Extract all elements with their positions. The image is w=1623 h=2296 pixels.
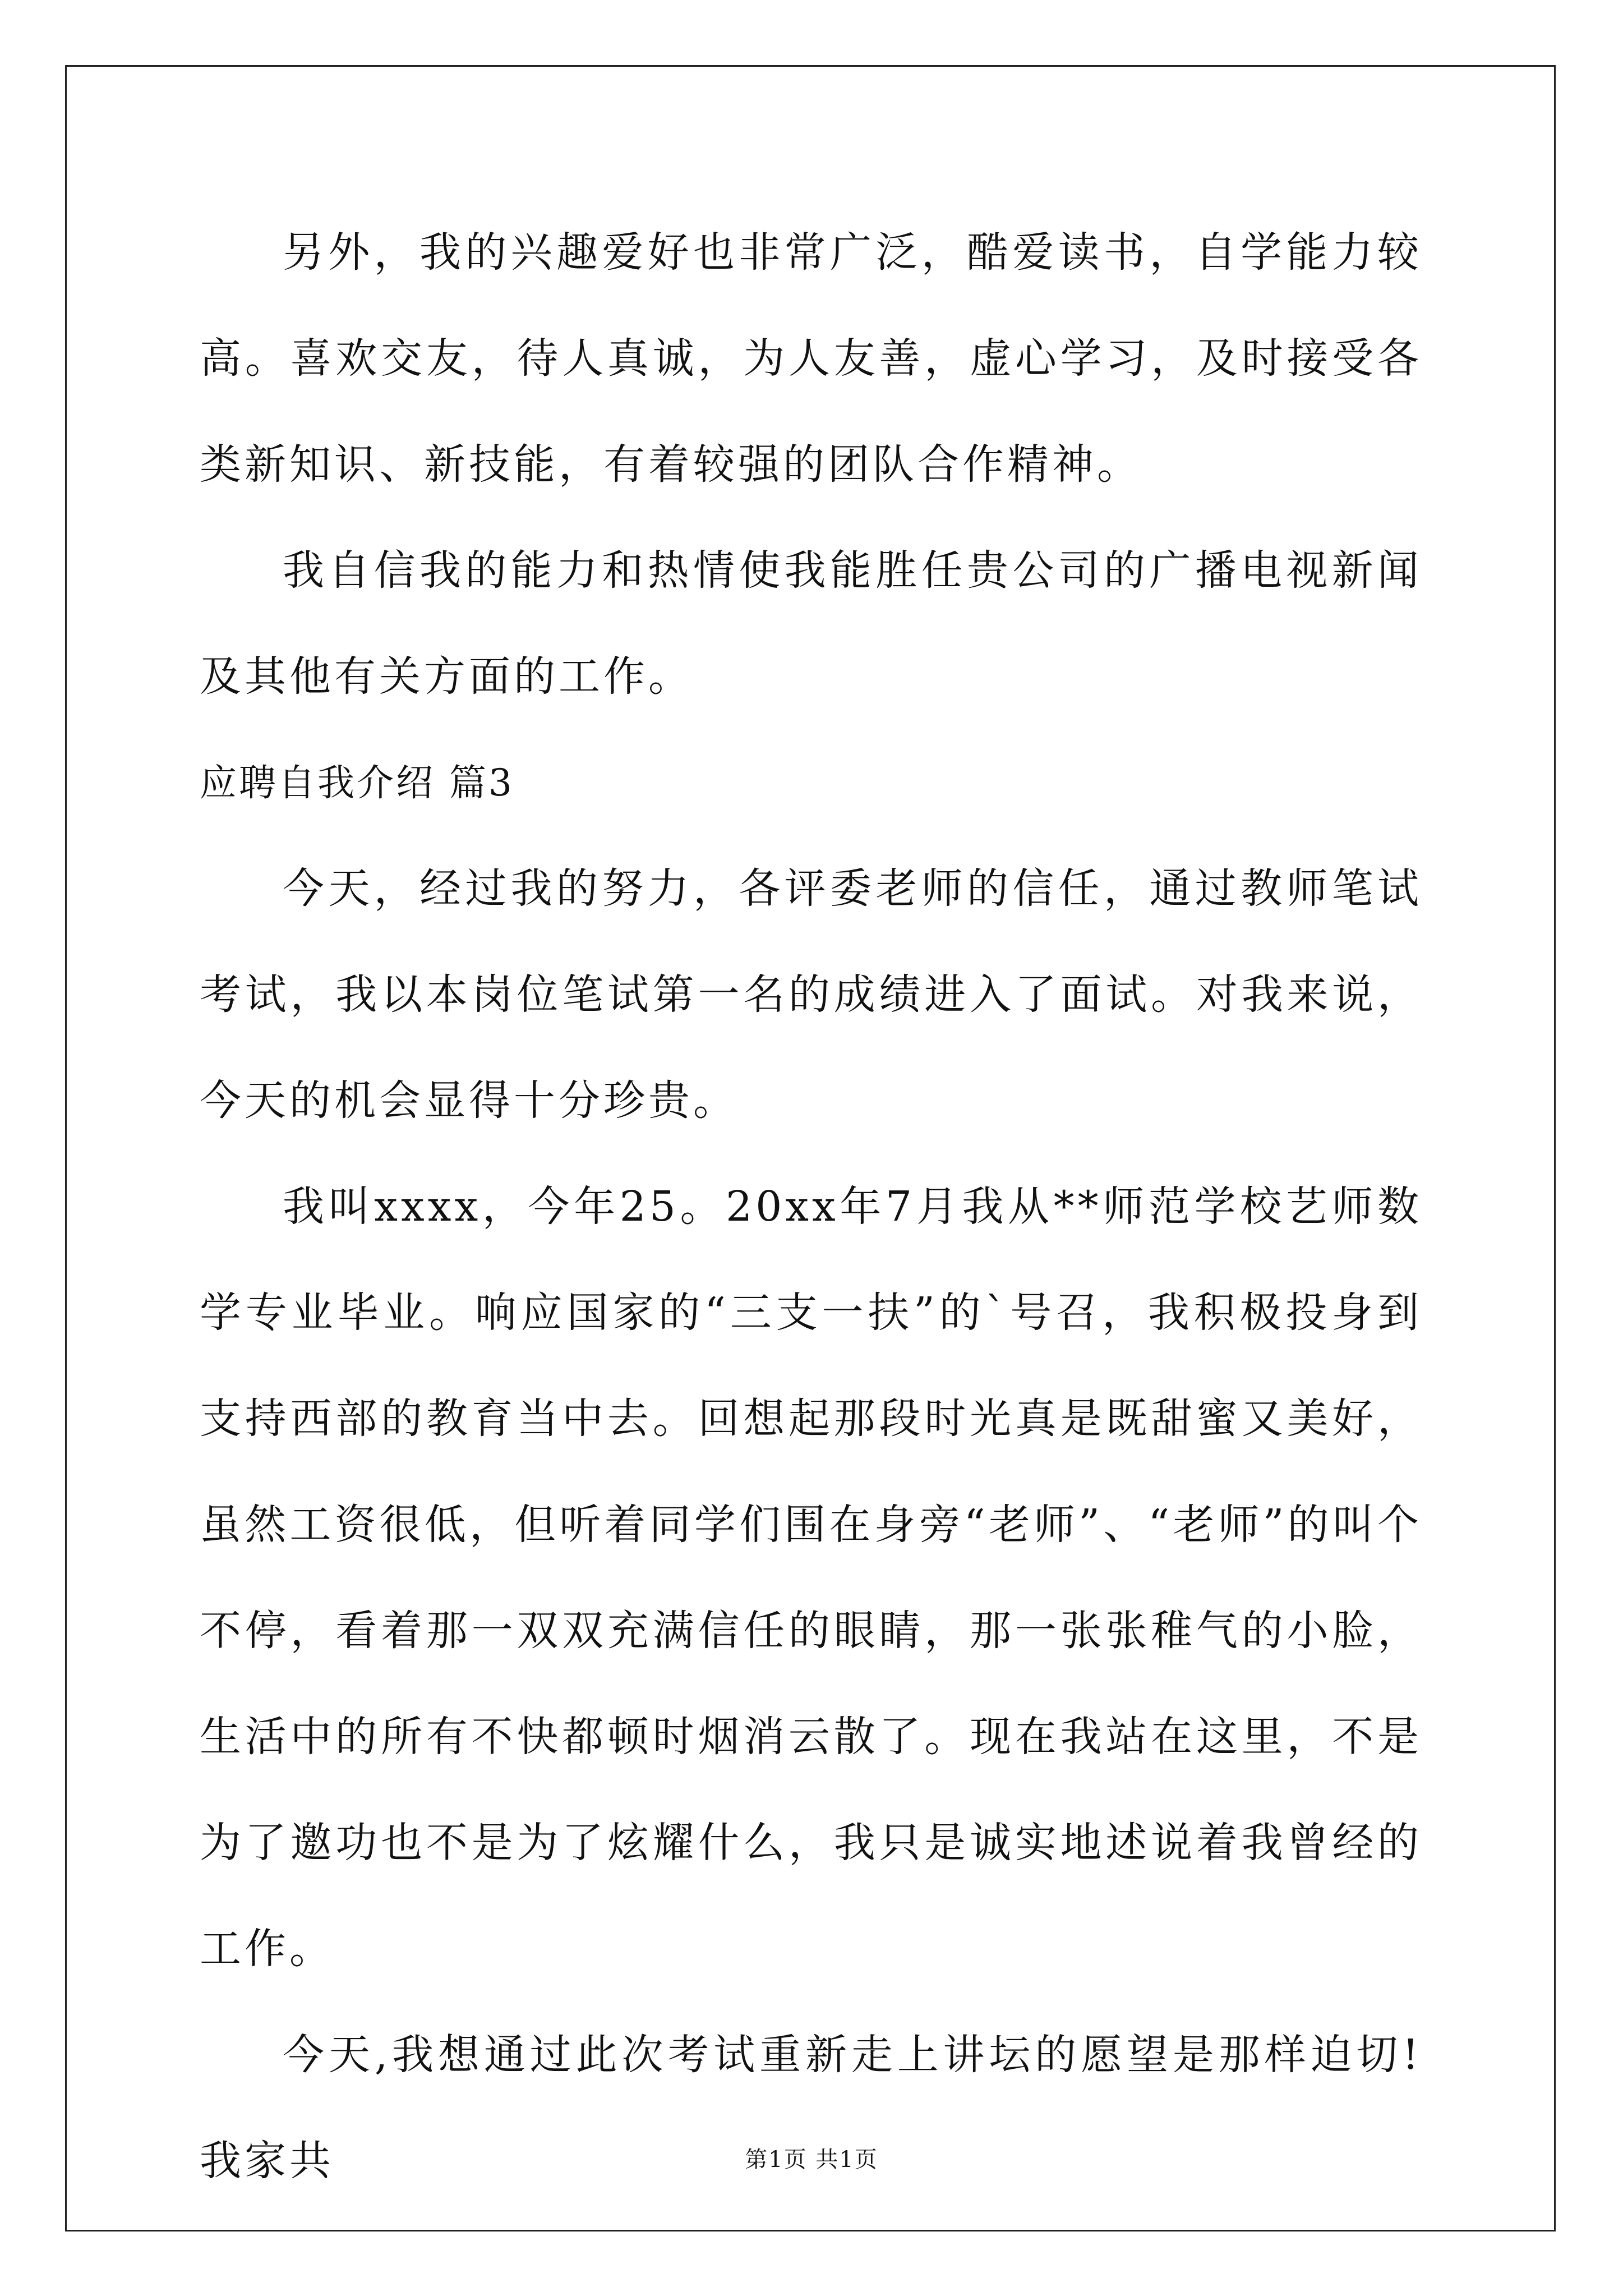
paragraph: 我自信我的能力和热情使我能胜任贵公司的广播电视新闻及其他有关方面的工作。: [200, 546, 1422, 701]
document-body: [200, 200, 1422, 2214]
paragraph: 另外，我的兴趣爱好也非常广泛，酷爱读书，自学能力较高。喜欢交友，待人真诚，为人友善，虚心学习，及时接受各类新知识、新技能，有着较强的团队合作精神。: [200, 228, 1422, 489]
section-heading: 应聘自我介绍 篇3: [200, 761, 514, 804]
paragraph: 今天,我想通过此次考试重新走上讲坛的愿望是那样迫切!我家共: [200, 2031, 1422, 2185]
page-footer: 第1页 共1页: [745, 2147, 878, 2173]
paragraph: 我叫xxxx，今年25。20xx年7月我从**师范学校艺师数学专业毕业。响应国家的“三支一扶”的`号召，我积极投身到支持西部的教育当中去。回想起那段时光真是既甜蜜又美好，虽然工资很低，但听着同学们围在身旁“老师”、“老师”的叫个不停，看着那一双双充满信任的眼睛，那一张张稚气的小脸，生活中的所有不快都顿时烟消云散了。现在我站在这里，不是为了邀功也不是为了炫耀什么，我只是诚实地述说着我曾经的工作。: [200, 1182, 1422, 1973]
paragraph: 今天，经过我的努力，各评委老师的信任，通过教师笔试考试，我以本岗位笔试第一名的成绩进入了面试。对我来说，今天的机会显得十分珍贵。: [200, 864, 1422, 1125]
